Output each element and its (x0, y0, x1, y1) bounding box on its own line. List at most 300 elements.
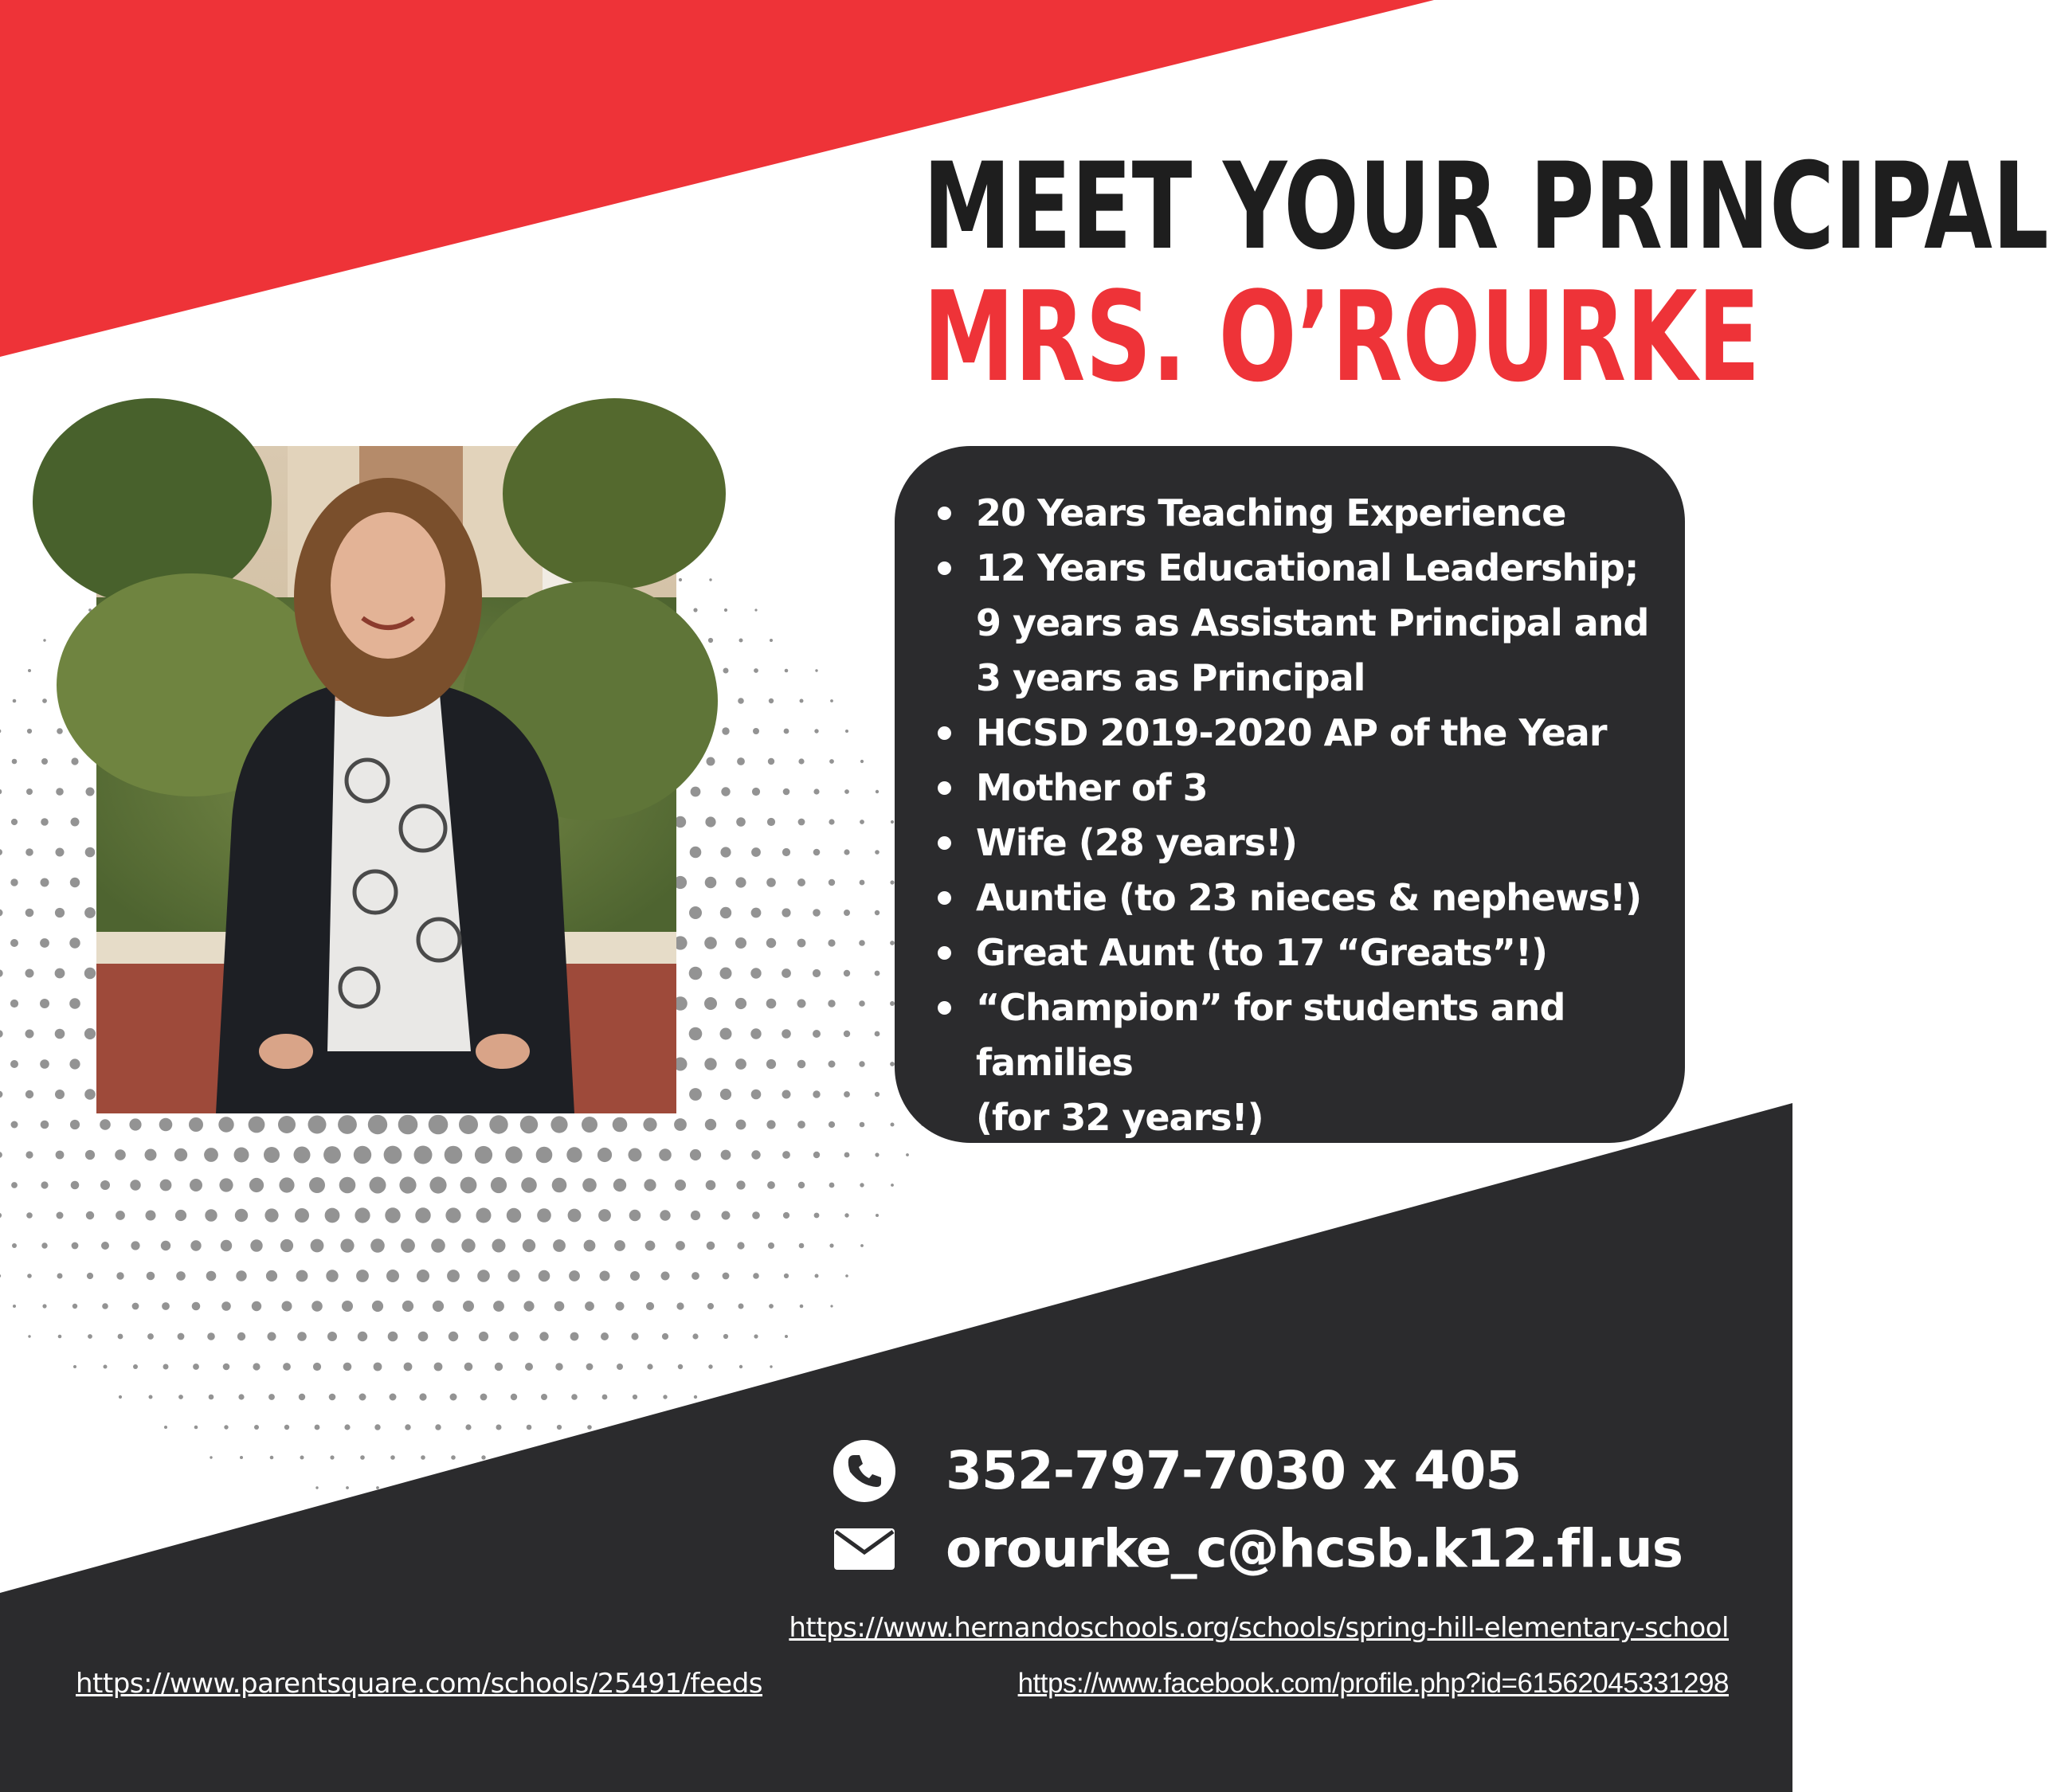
halftone-dot (57, 1212, 64, 1219)
halftone-dot (829, 1061, 836, 1068)
halftone-dot (209, 1395, 214, 1400)
halftone-dot (100, 1180, 110, 1190)
halftone-dot (445, 1146, 463, 1164)
halftone-dot (813, 1030, 821, 1038)
halftone-dot (721, 1150, 731, 1160)
halftone-dot (414, 1146, 433, 1164)
halftone-dot (132, 1303, 139, 1310)
halftone-dot (509, 1332, 519, 1341)
halftone-dot (421, 1455, 425, 1460)
halftone-dot (720, 1089, 731, 1100)
halftone-dot (735, 937, 746, 949)
halftone-dot (475, 1146, 492, 1164)
halftone-dot (25, 1151, 33, 1158)
halftone-dot (814, 729, 818, 733)
halftone-dot (41, 878, 49, 887)
halftone-dot (70, 1120, 80, 1129)
halftone-dot (828, 1000, 835, 1007)
halftone-dot (766, 999, 777, 1009)
halftone-dot (206, 1271, 217, 1281)
halftone-dot (541, 1394, 547, 1400)
halftone-dot (0, 910, 3, 917)
halftone-dot (647, 1364, 652, 1369)
halftone-dot (175, 1210, 186, 1221)
halftone-dot (429, 1115, 449, 1135)
halftone-dot (735, 1058, 746, 1070)
halftone-dot (844, 1152, 850, 1158)
halftone-dot (704, 937, 717, 949)
halftone-dot (178, 1395, 183, 1399)
halftone-dot (249, 1117, 265, 1133)
halftone-dot (280, 1239, 293, 1252)
halftone-dot (753, 1273, 759, 1279)
halftone-dot (87, 1273, 93, 1279)
halftone-dot (860, 1122, 865, 1128)
halftone-dot (299, 1394, 305, 1400)
halftone-dot (11, 819, 18, 825)
halftone-dot (614, 1240, 625, 1251)
halftone-dot (813, 1152, 820, 1158)
halftone-dot (268, 1394, 275, 1400)
halftone-dot (174, 1148, 187, 1161)
halftone-dot (845, 730, 848, 733)
halftone-dot (691, 787, 701, 797)
halftone-dot (0, 1213, 2, 1218)
halftone-dot (782, 1151, 790, 1159)
halftone-dot (860, 1183, 864, 1187)
halftone-dot (751, 1090, 762, 1100)
halftone-dot (707, 1242, 715, 1250)
halftone-dot (10, 878, 18, 886)
halftone-dot (769, 1304, 774, 1309)
halftone-dot (26, 1212, 33, 1219)
halftone-dot (875, 971, 880, 976)
halftone-dot (25, 1090, 33, 1098)
halftone-dot (601, 1332, 609, 1340)
halftone-dot (767, 1181, 775, 1189)
halftone-dot (720, 847, 731, 857)
halftone-dot (875, 850, 880, 855)
halftone-dot (40, 1059, 49, 1069)
halftone-dot (539, 1332, 548, 1340)
halftone-dot (692, 1333, 698, 1339)
halftone-dot (27, 1274, 32, 1278)
halftone-dot (25, 909, 34, 918)
halftone-dot (784, 729, 789, 734)
halftone-dot (830, 1305, 833, 1307)
halftone-dot (445, 1207, 460, 1223)
halftone-dot (527, 1425, 532, 1430)
halftone-dot (176, 1271, 186, 1281)
halftone-dot (116, 1272, 123, 1279)
halftone-dot (85, 847, 96, 858)
halftone-dot (566, 1147, 582, 1162)
halftone-dot (0, 1091, 2, 1098)
halftone-dot (767, 818, 775, 826)
halftone-dot (0, 1274, 1, 1277)
halftone-dot (385, 1207, 400, 1223)
halftone-dot (536, 1147, 553, 1164)
halftone-dot (875, 1031, 880, 1037)
halftone-dot (829, 759, 834, 764)
halftone-dot (402, 1301, 413, 1312)
halftone-dot (463, 1301, 474, 1312)
halftone-dot (86, 1211, 94, 1219)
halftone-dot (829, 1121, 835, 1128)
halftone-dot (602, 1395, 608, 1400)
halftone-dot (708, 638, 713, 643)
halftone-dot (223, 1364, 230, 1371)
halftone-dot (147, 1272, 155, 1281)
halftone-dot (388, 1332, 398, 1342)
halftone-dot (814, 1213, 820, 1219)
fact-item: Mother of 3 (936, 761, 1661, 816)
halftone-dot (57, 728, 63, 734)
halftone-dot (451, 1455, 456, 1460)
halftone-dot (737, 1242, 744, 1249)
page-title: MEET YOUR PRINCIPAL (923, 138, 2049, 276)
halftone-dot (751, 1150, 760, 1159)
halftone-dot (646, 1302, 654, 1310)
halftone-dot (72, 1304, 77, 1309)
halftone-dot (785, 669, 789, 673)
halftone-dot (399, 1176, 416, 1193)
halftone-dot (783, 788, 790, 796)
halftone-dot (707, 757, 715, 766)
halftone-dot (706, 1180, 716, 1191)
halftone-dot (860, 1244, 864, 1247)
halftone-dot (570, 1332, 579, 1341)
halftone-dot (205, 1209, 217, 1221)
email-row[interactable] (833, 1513, 1683, 1585)
halftone-dot (344, 1424, 350, 1430)
halftone-dot (398, 1115, 418, 1135)
halftone-dot (815, 1274, 819, 1278)
halftone-dot (523, 1301, 534, 1311)
halftone-dot (358, 1332, 367, 1341)
halftone-dot (192, 1302, 201, 1311)
halftone-dot (465, 1424, 471, 1430)
halftone-dot (370, 1238, 385, 1253)
halftone-dot (689, 1027, 703, 1041)
halftone-dot (523, 1239, 535, 1252)
halftone-dot (723, 1273, 730, 1280)
halftone-dot (25, 848, 33, 856)
halftone-dot (906, 1153, 909, 1156)
halftone-dot (643, 1117, 656, 1131)
halftone-dot (190, 1240, 201, 1250)
halftone-dot (492, 1239, 506, 1253)
halftone-dot (645, 1241, 656, 1251)
halftone-dot (859, 1061, 864, 1066)
halftone-dot (736, 1120, 746, 1130)
halftone-dot (115, 1149, 126, 1160)
halftone-dot (308, 1116, 327, 1134)
halftone-dot (617, 1364, 623, 1370)
facebook-link[interactable]: https://www.facebook.com/profile.php?id=61562045331298 (1017, 1668, 1729, 1699)
halftone-dot (555, 1363, 562, 1370)
halftone-dot (26, 788, 33, 795)
halftone-dot (330, 1455, 334, 1459)
halftone-dot (722, 1211, 731, 1220)
halftone-dot (405, 1424, 410, 1430)
halftone-dot (162, 1302, 170, 1310)
halftone-dot (240, 1456, 243, 1459)
halftone-dot (100, 1119, 111, 1130)
halftone-dot (891, 820, 894, 824)
halftone-dot (42, 1304, 46, 1308)
halftone-dot (237, 1332, 245, 1340)
halftone-dot (739, 639, 743, 643)
halftone-dot (145, 1149, 157, 1161)
halftone-dot (813, 788, 819, 794)
halftone-dot (751, 908, 762, 918)
halftone-dot (460, 1177, 477, 1194)
halftone-dot (735, 998, 746, 1009)
halftone-dot (55, 908, 65, 918)
halftone-dot (860, 880, 865, 886)
halftone-dot (829, 1183, 835, 1188)
halftone-dot (784, 1274, 789, 1278)
halftone-dot (0, 730, 1, 734)
halftone-dot (189, 1117, 203, 1132)
halftone-dot (418, 1332, 429, 1342)
halftone-dot (860, 820, 864, 824)
halftone-dot (737, 757, 745, 765)
halftone-dot (477, 1270, 490, 1282)
halftone-dot (315, 1486, 318, 1489)
halftone-dot (40, 938, 49, 948)
halftone-dot (782, 968, 791, 978)
halftone-dot (313, 1363, 321, 1371)
halftone-dot (360, 1455, 365, 1460)
halftone-dot (12, 759, 18, 765)
halftone-dot (254, 1425, 259, 1430)
halftone-dot (676, 1241, 685, 1250)
halftone-dot (505, 1146, 522, 1163)
halftone-dot (844, 789, 849, 794)
halftone-dot (481, 1455, 485, 1459)
halftone-dot (891, 1123, 895, 1127)
halftone-dot (252, 1301, 261, 1311)
halftone-dot (234, 1148, 249, 1163)
halftone-dot (250, 1239, 262, 1251)
halftone-dot (70, 878, 80, 887)
halftone-dot (368, 1115, 387, 1134)
halftone-dot (146, 1211, 156, 1221)
halftone-dot (633, 1395, 637, 1399)
halftone-dot (797, 1121, 805, 1129)
fact-item: 20 Years Teaching Experience (936, 486, 1661, 541)
halftone-dot (370, 1177, 386, 1194)
halftone-dot (800, 1305, 804, 1309)
halftone-dot (480, 1394, 488, 1401)
halftone-dot (0, 789, 2, 795)
fact-item: Auntie (to 23 nieces & nephews!) (936, 871, 1661, 925)
halftone-dot (284, 1425, 289, 1430)
halftone-dot (690, 1149, 701, 1160)
halftone-dot (159, 1118, 173, 1132)
halftone-dot (354, 1146, 371, 1164)
halftone-dot (890, 880, 894, 884)
halftone-dot (569, 1270, 580, 1281)
halftone-dot (372, 1301, 383, 1312)
halftone-dot (797, 878, 805, 886)
halftone-dot (160, 1180, 172, 1191)
halftone-dot (629, 1148, 642, 1162)
halftone-dot (84, 1089, 96, 1100)
school-website-link[interactable]: https://www.hernandoschools.org/schools/spring-hill-elementary-school (789, 1612, 1729, 1644)
halftone-dot (491, 1177, 507, 1193)
halftone-dot (376, 1486, 379, 1489)
halftone-dot (631, 1332, 638, 1340)
halftone-dot (56, 848, 65, 857)
halftone-dot (69, 1058, 80, 1069)
halftone-dot (582, 1178, 597, 1192)
phone-number: 352-797-7030 x 405 (946, 1440, 1522, 1501)
halftone-dot (798, 1182, 805, 1188)
halftone-dot (374, 1424, 380, 1430)
halftone-dot (323, 1146, 341, 1164)
halftone-dot (782, 908, 790, 917)
fact-item: 12 Years Educational Leadership; 9 years as Assistant Principal and 3 years as Principal (936, 541, 1661, 706)
halftone-dot (723, 1334, 728, 1339)
halftone-dot (264, 1147, 280, 1163)
halftone-dot (600, 1271, 610, 1281)
halftone-dot (766, 1059, 776, 1069)
halftone-dot (750, 968, 761, 978)
halftone-dot (585, 1301, 594, 1311)
halftone-dot (163, 1364, 169, 1370)
phone-row[interactable] (833, 1435, 1521, 1507)
halftone-dot (56, 1151, 65, 1160)
halftone-dot (694, 1395, 697, 1399)
halftone-dot (616, 1302, 625, 1311)
facts-card (895, 446, 1685, 1143)
halftone-dot (679, 578, 682, 581)
halftone-dot (844, 1031, 850, 1037)
halftone-dot (55, 968, 65, 979)
halftone-dot (268, 1332, 276, 1341)
halftone-dot (218, 1117, 233, 1132)
halftone-dot (844, 1213, 848, 1217)
halftone-dot (28, 1335, 30, 1337)
halftone-dot (662, 1333, 668, 1340)
halftone-dot (84, 907, 96, 918)
halftone-dot (164, 1426, 167, 1429)
halftone-dot (660, 1210, 670, 1220)
halftone-dot (86, 788, 95, 796)
halftone-dot (42, 698, 47, 703)
halftone-dot (521, 1177, 537, 1193)
halftone-dot (224, 1425, 228, 1429)
halftone-dot (860, 760, 864, 763)
halftone-dot (390, 1455, 395, 1460)
halftone-dot (797, 1000, 806, 1008)
halftone-dot (309, 1177, 325, 1193)
halftone-dot (859, 1000, 865, 1007)
facts-list (936, 486, 1661, 1145)
halftone-dot (119, 1395, 122, 1399)
halftone-dot (11, 1182, 18, 1188)
halftone-dot (876, 790, 879, 793)
halftone-dot (722, 727, 729, 734)
halftone-dot (708, 1364, 712, 1368)
halftone-dot (325, 1208, 340, 1223)
halftone-dot (311, 1239, 324, 1253)
halftone-dot (404, 1363, 413, 1371)
halftone-dot (55, 1029, 65, 1039)
halftone-dot (813, 909, 821, 917)
halftone-dot (278, 1116, 296, 1133)
halftone-dot (84, 1028, 96, 1039)
halftone-dot (450, 1394, 457, 1401)
halftone-dot (720, 1028, 732, 1040)
halftone-dot (88, 1334, 92, 1339)
halftone-dot (691, 1211, 700, 1220)
halftone-dot (57, 1274, 63, 1279)
halftone-dot (10, 1000, 18, 1008)
halftone-dot (704, 997, 717, 1010)
halftone-dot (356, 1270, 369, 1282)
halftone-dot (875, 1152, 879, 1156)
halftone-dot (210, 1456, 212, 1458)
halftone-dot (689, 967, 703, 980)
parentsquare-link[interactable]: https://www.parentsquare.com/schools/25491/feeds (76, 1668, 763, 1700)
halftone-dot (435, 1424, 441, 1430)
halftone-dot (537, 1208, 551, 1223)
halftone-dot (691, 1272, 699, 1280)
halftone-dot (844, 849, 849, 855)
halftone-dot (434, 1363, 443, 1371)
halftone-dot (71, 757, 78, 765)
halftone-dot (799, 1243, 805, 1249)
halftone-dot (279, 1177, 294, 1192)
halftone-dot (690, 847, 702, 859)
halftone-dot (12, 1243, 17, 1248)
halftone-dot (193, 1364, 199, 1370)
halftone-dot (270, 1456, 274, 1460)
halftone-dot (766, 938, 776, 948)
halftone-dot (0, 1030, 3, 1037)
halftone-dot (736, 1180, 745, 1189)
halftone-dot (507, 1208, 521, 1223)
halftone-dot (340, 1238, 354, 1252)
halftone-dot (359, 1394, 366, 1401)
halftone-dot (431, 1238, 445, 1253)
halftone-dot (300, 1456, 304, 1460)
halftone-dot (553, 1239, 566, 1252)
halftone-dot (326, 1270, 338, 1281)
halftone-dot (221, 1301, 231, 1311)
halftone-dot (194, 1426, 198, 1430)
halftone-dot (507, 1270, 519, 1281)
halftone-dot (724, 608, 727, 612)
fact-item: HCSD 2019-2020 AP of the Year (936, 706, 1661, 761)
halftone-dot (539, 1270, 550, 1282)
halftone-dot (476, 1208, 492, 1223)
halftone-dot (721, 787, 730, 796)
email-address: orourke_c@hcsb.k12.fl.us (946, 1518, 1683, 1579)
halftone-dot (644, 1179, 656, 1191)
halftone-dot (676, 1302, 684, 1309)
halftone-dot (266, 1270, 277, 1281)
halftone-dot (844, 910, 850, 916)
halftone-dot (495, 1363, 503, 1371)
halftone-dot (891, 1184, 894, 1187)
halftone-dot (800, 699, 804, 703)
halftone-dot (311, 1301, 323, 1312)
